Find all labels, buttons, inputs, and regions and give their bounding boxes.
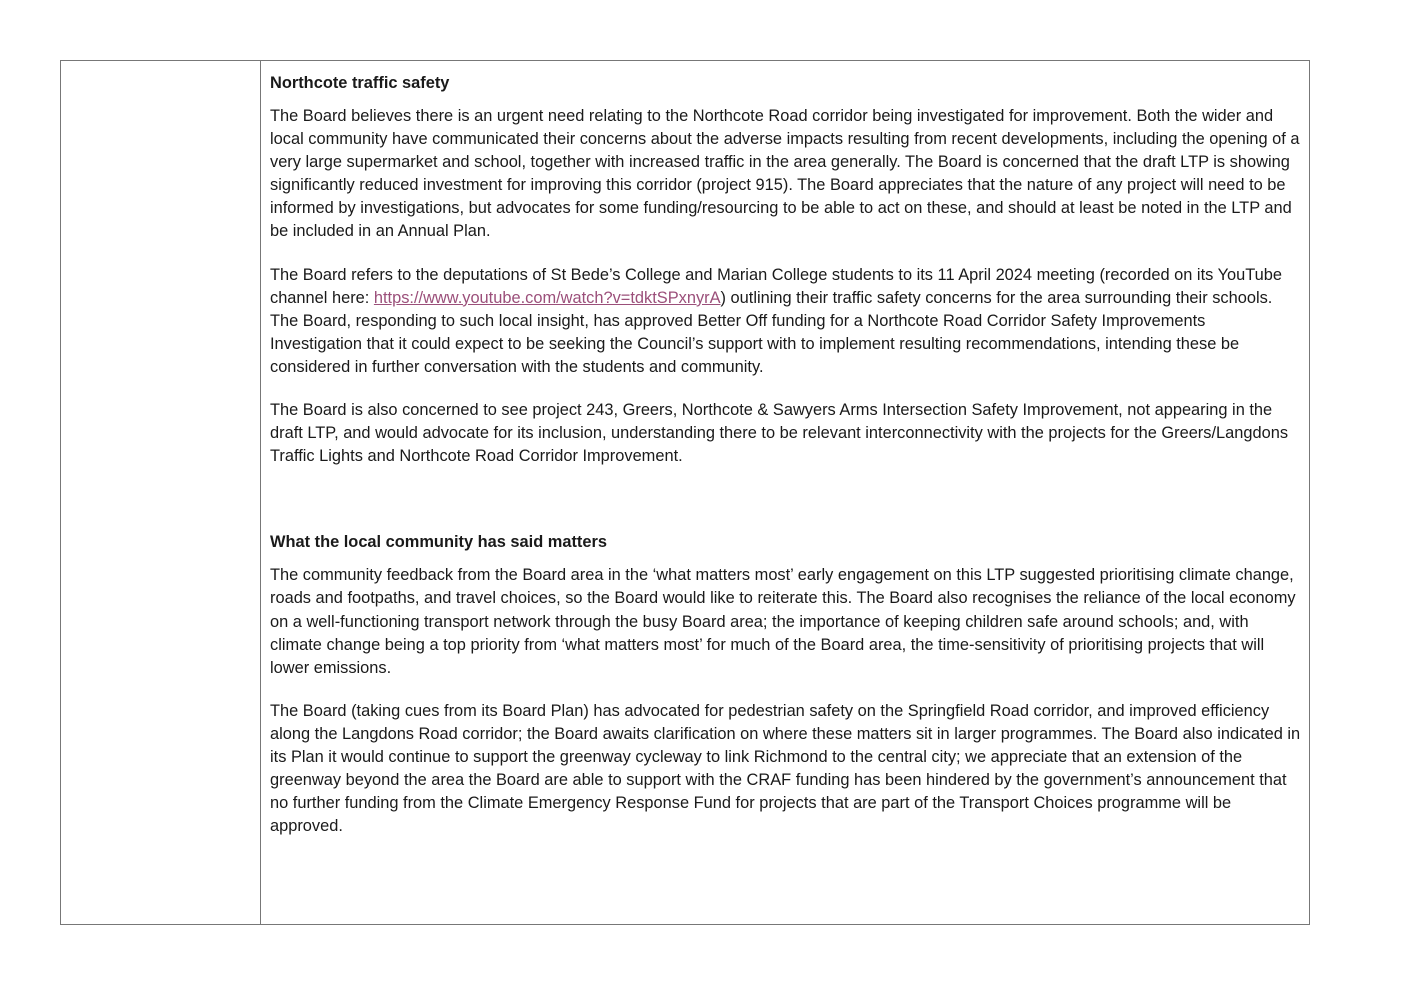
paragraph-deputations	[270, 264, 1301, 379]
section-heading-community-matters: What the local community has said matters	[270, 533, 608, 552]
paragraph-deputations-text-after-link: ) outlining their traffic safety concerns for the area surrounding their schools. The Board, responding to such local insight, has approved Better Off funding for a Northcote Road Corridor Safety Improvements Investigation that it could expect to be seeking the Council’s support with to implement resulting recommendations, intending these be considered in further conversation with the students and community.	[270, 288, 1273, 376]
table-content-column	[261, 61, 1309, 924]
paragraph-community-feedback: The community feedback from the Board area in the ‘what matters most’ early engagement on this LTP suggested prioritising climate change, roads and footpaths, and travel choices, so the Board would like to reiterate this. The Board also recognises the reliance of the local economy on a well-functioning transport network through the busy Board area; the importance of keeping children safe around schools; and, with climate change being a top priority from ‘what matters most’ for much of the Board area, the time-sensitivity of prioritising projects that will lower emissions.	[270, 566, 1296, 677]
document-table	[60, 60, 1310, 925]
paragraph-board-plan: The Board (taking cues from its Board Plan) has advocated for pedestrian safety on the Springfield Road corridor, and improved efficiency along the Langdons Road corridor; the Board awaits clarification on where these matters sit in larger programmes. The Board also indicated in its Plan it would continue to support the greenway cycleway to link Richmond to the central city; we appreciate that an extension of the greenway beyond the area the Board are able to support with the CRAF funding has been hindered by the government’s announcement that no further funding from the Climate Emergency Response Fund for projects that are part of the Transport Choices programme will be approved.	[270, 701, 1301, 836]
paragraph-northcote-corridor: The Board believes there is an urgent need relating to the Northcote Road corridor being investigated for improvement. Both the wider and local community have communicated their concerns about the adverse impacts resulting from recent developments, including the opening of a very large supermarket and school, together with increased traffic in the area generally. The Board is concerned that the draft LTP is showing significantly reduced investment for improving this corridor (project 915). The Board appreciates that the nature of any project will need to be informed by investigations, but advocates for some funding/resourcing to be able to act on these, and should at least be noted in the LTP and be included in an Annual Plan.	[270, 107, 1300, 241]
paragraph-deputations-text-before-link: The Board refers to the deputations of St Bede’s College and Marian College students to its 11 April 2024 meeting (recorded on its YouTube channel here:	[270, 265, 1282, 307]
table-left-column	[61, 61, 261, 924]
section-heading-northcote-traffic-safety: Northcote traffic safety	[270, 74, 450, 92]
paragraph-project-243: The Board is also concerned to see project 243, Greers, Northcote & Sawyers Arms Intersection Safety Improvement, not appearing in the draft LTP, and would advocate for its inclusion, understanding there to be relevant interconnectivity with the projects for the Greers/Langdons Traffic Lights and Northcote Road Corridor Improvement.	[270, 401, 1289, 466]
youtube-link[interactable]: https://www.youtube.com/watch?v=tdktSPxnyrA	[373, 288, 721, 307]
